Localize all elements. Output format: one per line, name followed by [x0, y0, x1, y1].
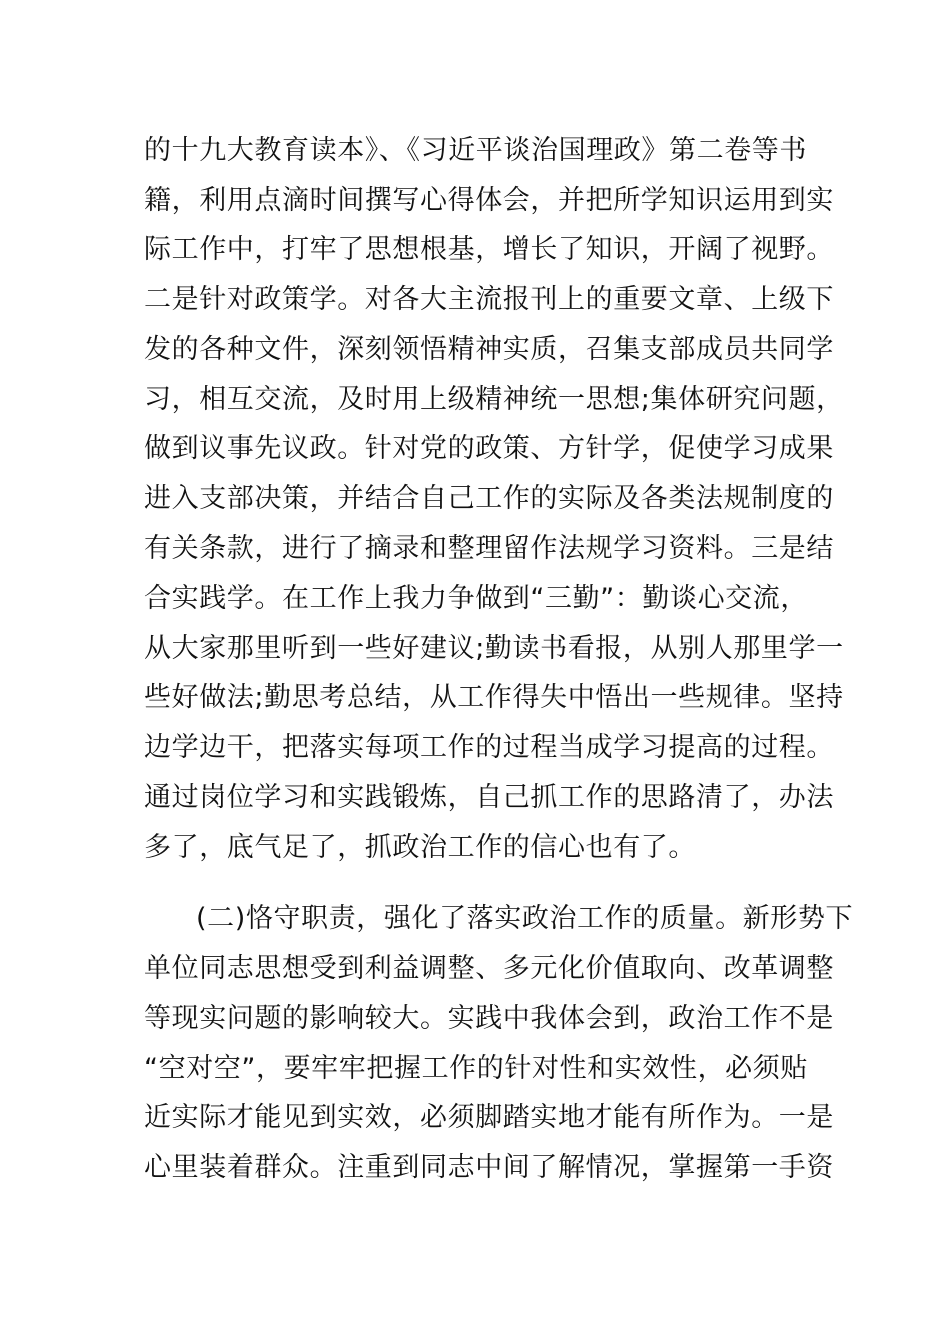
paragraph-2-line-3: 等现实问题的影响较大。实践中我体会到，政治工作不是 [144, 1003, 834, 1034]
paragraph-1-line-4: 二是针对政策学。对各大主流报刊上的重要文章、上级下 [144, 284, 834, 315]
paragraph-1-line-5: 发的各种文件，深刻领悟精神实质，召集支部成员共同学 [144, 334, 834, 365]
paragraph-1-line-3: 际工作中，打牢了思想根基，增长了知识，开阔了视野。 [144, 234, 834, 265]
paragraph-1-line-7: 做到议事先议政。针对党的政策、方针学，促使学习成果 [144, 433, 834, 464]
paragraph-1-line-12: 些好做法;勤思考总结，从工作得失中悟出一些规律。坚持 [144, 682, 844, 713]
paragraph-2-line-5: 近实际才能见到实效，必须脚踏实地才能有所作为。一是 [144, 1102, 834, 1133]
paragraph-1-line-9: 有关条款，进行了摘录和整理留作法规学习资料。三是结 [144, 533, 834, 564]
paragraph-1-line-11: 从大家那里听到一些好建议;勤读书看报，从别人那里学一 [144, 633, 844, 664]
paragraph-1-line-1: 的十九大教育读本》、《习近平谈治国理政》第二卷等书 [144, 135, 807, 166]
paragraph-1-line-15: 多了，底气足了，抓政治工作的信心也有了。 [144, 832, 696, 863]
paragraph-2-line-4: “空对空”，要牢牢把握工作的针对性和实效性，必须贴 [144, 1053, 808, 1084]
paragraph-1-line-14: 通过岗位学习和实践锻炼，自己抓工作的思路清了，办法 [144, 782, 834, 813]
paragraph-1-line-8: 进入支部决策，并结合自己工作的实际及各类法规制度的 [144, 483, 834, 514]
paragraph-1-line-10: 合实践学。在工作上我力争做到“三勤”：勤谈心交流， [144, 583, 808, 614]
paragraph-1-line-13: 边学边干，把落实每项工作的过程当成学习提高的过程。 [144, 732, 834, 763]
paragraph-1-line-2: 籍，利用点滴时间撰写心得体会，并把所学知识运用到实 [144, 185, 834, 216]
paragraph-2-line-6: 心里装着群众。注重到同志中间了解情况，掌握第一手资 [144, 1152, 834, 1183]
paragraph-1-line-6: 习，相互交流，及时用上级精神统一思想;集体研究问题， [144, 384, 844, 415]
paragraph-2-line-1: (二)恪守职责，强化了落实政治工作的质量。新形势下 [196, 903, 854, 934]
paragraph-2-line-2: 单位同志思想受到利益调整、多元化价值取向、改革调整 [144, 953, 834, 984]
